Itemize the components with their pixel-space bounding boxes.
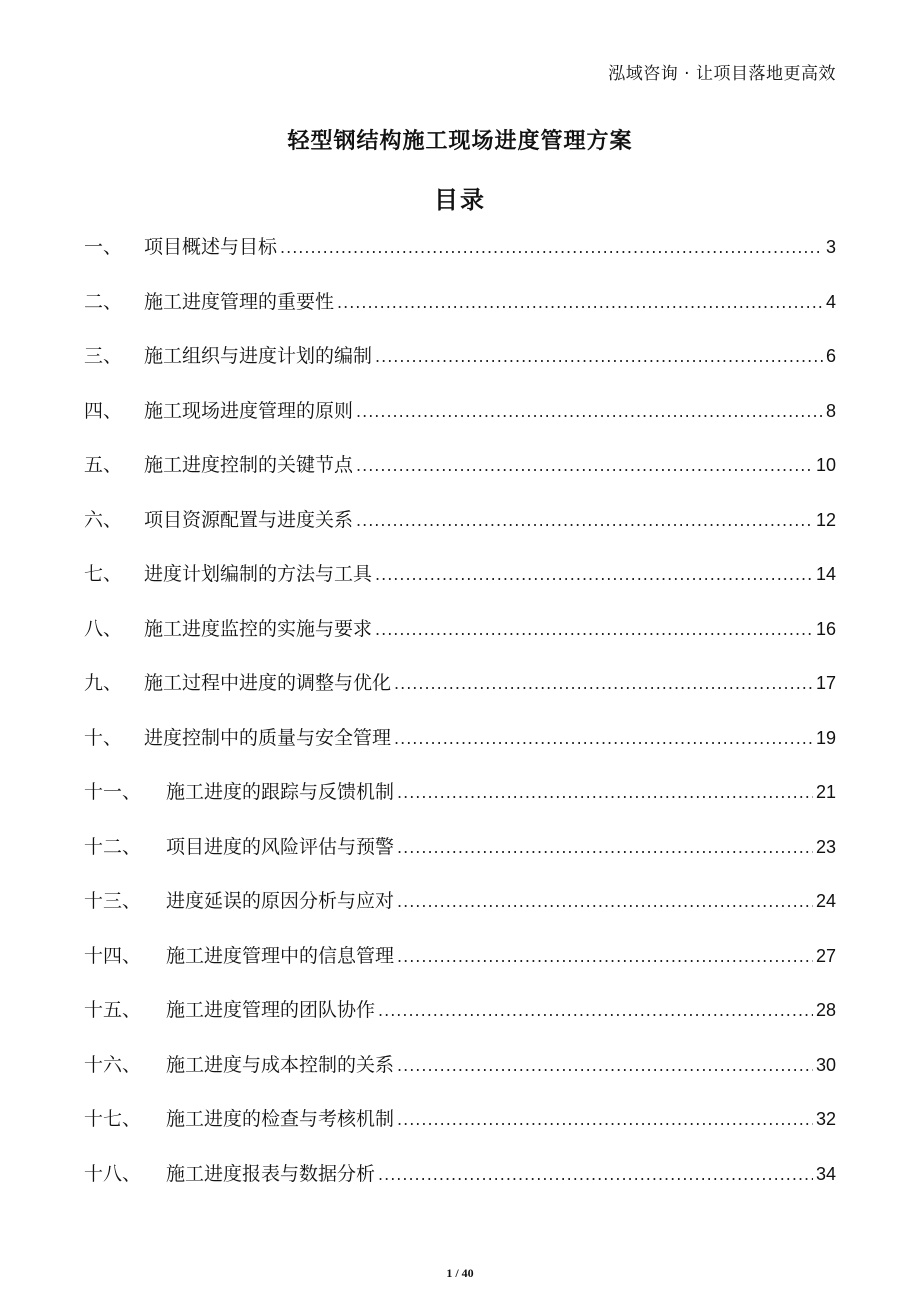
toc-dot-leader [375, 347, 823, 366]
toc-entry-number: 十六、 [84, 1053, 142, 1076]
toc-entry-title: 施工过程中进度的调整与优化 [144, 672, 392, 694]
toc-dot-leader [397, 892, 813, 911]
toc-entry-title: 施工现场进度管理的原则 [144, 399, 354, 422]
toc-dot-leader [337, 293, 823, 312]
toc-entry-page: 19 [815, 727, 836, 748]
toc-entry-title: 进度延误的原因分析与应对 [166, 890, 395, 912]
toc-entry-number: 十八、 [84, 1162, 142, 1185]
toc-entry-title: 项目资源配置与进度关系 [144, 508, 354, 531]
toc-dot-leader [356, 511, 813, 530]
page-number-footer: 1 / 40 [446, 1266, 474, 1280]
toc-entry-title: 进度计划编制的方法与工具 [144, 563, 373, 585]
toc-entry-title: 施工进度管理的团队协作 [166, 999, 376, 1021]
toc-dot-leader [394, 729, 813, 748]
toc-entry-page: 10 [815, 455, 836, 475]
toc-entry-title: 施工进度监控的实施与要求 [144, 617, 373, 640]
toc-entry-page: 6 [825, 346, 836, 366]
toc-dot-leader [378, 1001, 813, 1020]
toc-entry-page: 30 [815, 1054, 836, 1075]
toc-entry-number: 一、 [84, 236, 123, 258]
toc-entry-number: 四、 [84, 399, 123, 422]
toc-entry[interactable] [84, 995, 836, 1050]
toc-entry-number: 六、 [84, 508, 123, 531]
toc-dot-leader [356, 456, 813, 475]
toc-entry[interactable] [84, 723, 836, 778]
toc-entry[interactable] [84, 287, 836, 342]
toc-entry[interactable] [84, 668, 836, 723]
toc-entry-page: 28 [815, 1000, 836, 1020]
toc-entry-title: 施工进度管理中的信息管理 [166, 944, 395, 967]
toc-dot-leader [378, 1165, 813, 1184]
toc-entry-number: 八、 [84, 617, 123, 640]
toc-entry[interactable] [84, 941, 836, 996]
toc-entry-number: 十七、 [84, 1108, 142, 1130]
toc-entry-title: 施工进度报表与数据分析 [166, 1162, 376, 1185]
toc-entry-number: 十、 [84, 726, 123, 749]
toc-entry-number: 十四、 [84, 944, 142, 967]
toc-entry[interactable] [84, 1159, 836, 1214]
toc-entry-page: 12 [815, 509, 836, 530]
toc-entry[interactable] [84, 777, 836, 832]
toc-entry-title: 项目进度的风险评估与预警 [166, 835, 395, 858]
toc-entry[interactable] [84, 832, 836, 887]
toc-entry-title: 进度控制中的质量与安全管理 [144, 726, 392, 749]
toc-dot-leader [394, 674, 813, 693]
toc-entry-number: 十一、 [84, 781, 142, 803]
toc-entry[interactable] [84, 1050, 836, 1105]
toc-entry[interactable] [84, 450, 836, 505]
toc-entry-page: 16 [815, 618, 836, 639]
toc-entry-number: 五、 [84, 454, 123, 476]
toc-entry-number: 十二、 [84, 835, 142, 858]
toc-dot-leader [397, 1056, 813, 1075]
toc-entry-title: 项目概述与目标 [144, 236, 278, 258]
toc-entry-page: 23 [815, 836, 836, 857]
toc-entry-page: 3 [825, 237, 836, 257]
toc-entry-title: 施工进度的检查与考核机制 [166, 1108, 395, 1130]
toc-entry[interactable] [84, 886, 836, 941]
toc-entry-page: 27 [815, 945, 836, 966]
toc-dot-leader [375, 565, 813, 584]
toc-entry-page: 17 [815, 673, 836, 693]
table-of-contents [84, 232, 836, 1213]
toc-entry-page: 21 [815, 782, 836, 802]
toc-dot-leader [397, 783, 813, 802]
toc-entry[interactable] [84, 505, 836, 560]
toc-entry[interactable] [84, 614, 836, 669]
toc-entry[interactable] [84, 341, 836, 396]
toc-entry-title: 施工进度控制的关键节点 [144, 454, 354, 476]
toc-entry-number: 三、 [84, 345, 123, 367]
toc-dot-leader [280, 238, 823, 257]
toc-entry[interactable] [84, 396, 836, 451]
toc-entry[interactable] [84, 1104, 836, 1159]
toc-dot-leader [356, 402, 823, 421]
toc-entry-number: 七、 [84, 563, 123, 585]
toc-entry[interactable] [84, 232, 836, 287]
toc-entry-number: 九、 [84, 672, 123, 694]
toc-entry-title: 施工进度的跟踪与反馈机制 [166, 781, 395, 803]
toc-heading: 目录 [434, 186, 486, 214]
toc-dot-leader [397, 838, 813, 857]
toc-entry-page: 24 [815, 891, 836, 911]
header-brand: 泓域咨询 · 让项目落地更高效 [608, 64, 836, 84]
toc-dot-leader [397, 947, 813, 966]
document-title: 轻型钢结构施工现场进度管理方案 [287, 129, 633, 154]
toc-entry-page: 4 [825, 291, 836, 312]
toc-entry-page: 8 [825, 400, 836, 421]
toc-entry-number: 二、 [84, 290, 123, 313]
toc-entry-number: 十五、 [84, 999, 142, 1021]
toc-dot-leader [375, 620, 813, 639]
toc-entry-title: 施工进度管理的重要性 [144, 290, 335, 313]
toc-entry-page: 32 [815, 1109, 836, 1129]
toc-entry-title: 施工进度与成本控制的关系 [166, 1053, 395, 1076]
toc-dot-leader [397, 1110, 813, 1129]
toc-entry[interactable] [84, 559, 836, 614]
toc-entry-title: 施工组织与进度计划的编制 [144, 345, 373, 367]
toc-entry-number: 十三、 [84, 890, 142, 912]
toc-entry-page: 14 [815, 564, 836, 584]
toc-entry-page: 34 [815, 1163, 836, 1184]
